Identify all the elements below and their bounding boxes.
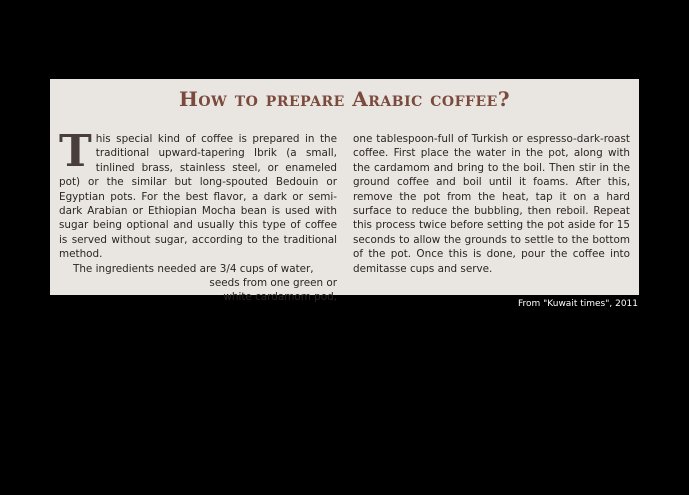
- article-title: How to prepare Arabic coffee?: [178, 87, 511, 111]
- article-paragraph-ingredients: The ingredients needed are 3/4 cups of water,: [73, 262, 314, 275]
- article-paragraph-intro: [59, 126, 337, 262]
- article-paragraph-intro-text: his special kind of coffee is prepared in the traditional upward-tapering Ibrik (a small, tinlined brass, stainless steel, or enameled pot) or the similar but long-spouted Bedouin or Egyptian pots. For the best flavor, a dark or semi-dark Arabian or Ethiopian Mocha bean is used with sugar being optional and usually this type of coffee is served without sugar, according to the traditional method.: [59, 133, 337, 261]
- article-column-right: [353, 132, 630, 276]
- drop-cap: T: [59, 126, 92, 177]
- article-paragraph-method: one tablespoon-full of Turkish or espresso-dark-roast coffee. First place the water in the pot, along with the cardamom and bring to the boil. Then stir in the ground coffee and boil until it foams. After this, remove the pot from the heat, tap it on a hard surface to reduce the bubbling, then reboil. Repeat this process twice before setting the pot aside for 15 seconds to allow the grounds to settle to the bottom of the pot. Once this is done, pour the coffee into demitasse cups and serve.: [353, 133, 630, 275]
- source-caption: From "Kuwait times", 2011: [517, 299, 638, 309]
- article-paragraph-ingredients-line2: seeds from one green or: [209, 277, 337, 290]
- article-paragraph-ingredients-line3: white cardamom pod,: [223, 291, 337, 304]
- article-column-left: [59, 126, 337, 305]
